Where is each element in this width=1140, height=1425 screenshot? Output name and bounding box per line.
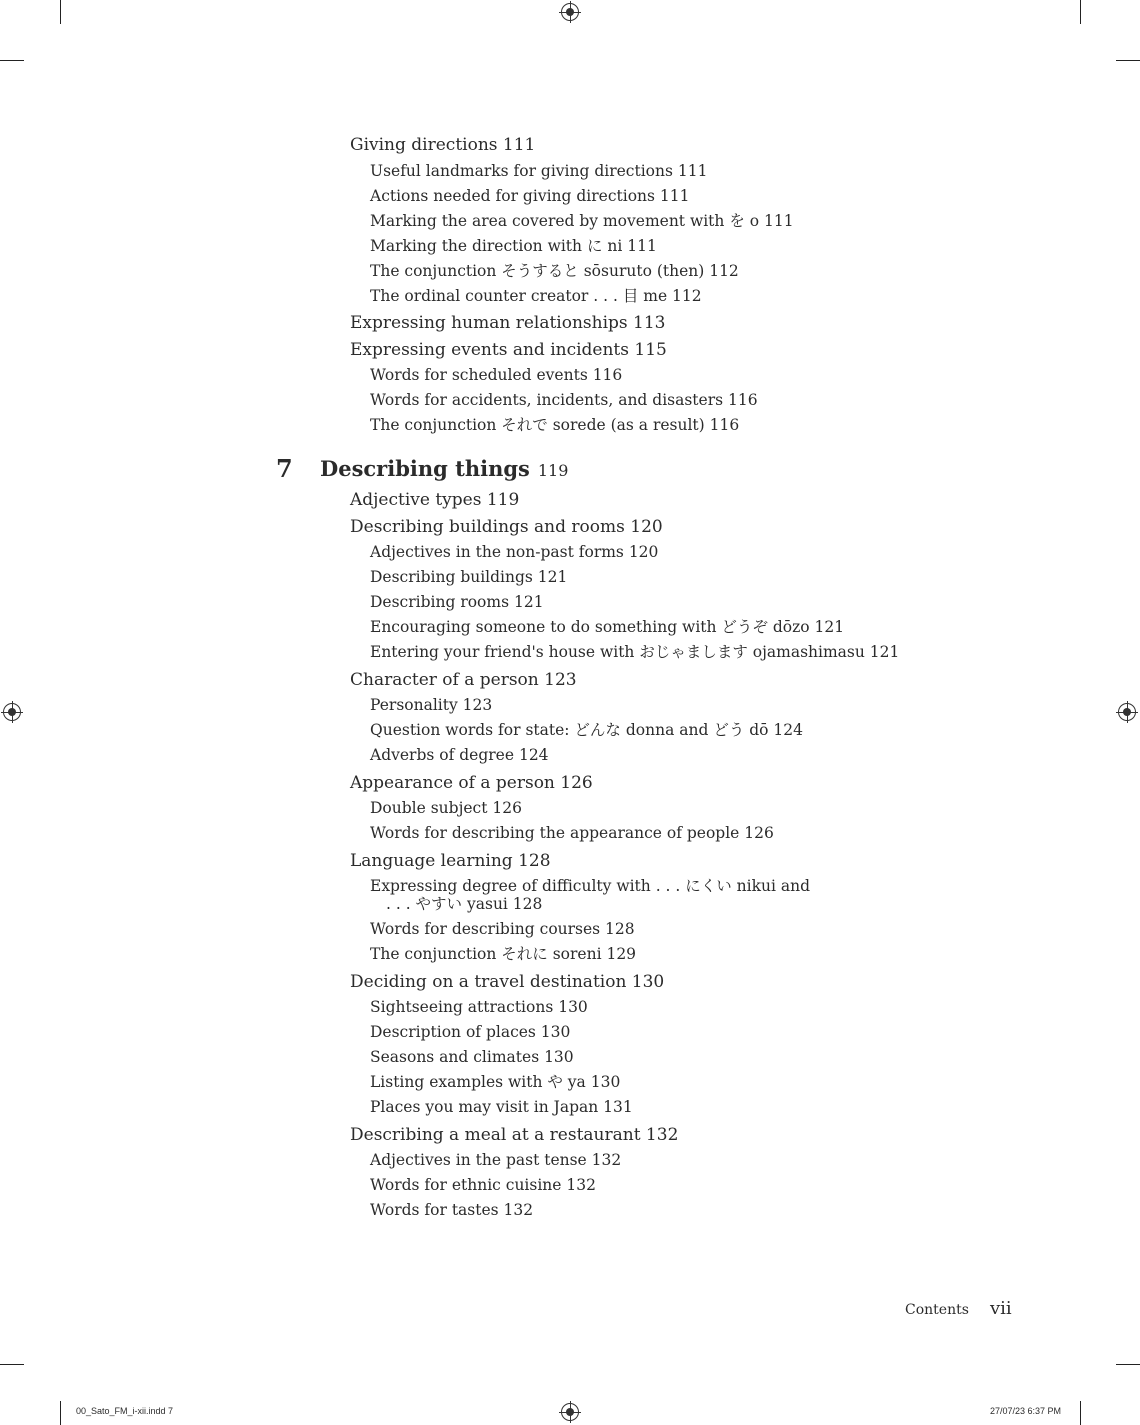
- toc-subsection-entry: . . . やすい yasui 128: [386, 895, 543, 913]
- toc-subsection-entry: Words for describing the appearance of people 126: [370, 824, 774, 842]
- toc-section-entry: Deciding on a travel destination 130: [350, 971, 665, 992]
- toc-subsection-entry: Useful landmarks for giving directions 111: [370, 161, 708, 180]
- crop-mark: [0, 1364, 24, 1365]
- toc-subsection-entry: Listing examples with や ya 130: [370, 1073, 621, 1091]
- registration-mark-icon: [561, 3, 579, 21]
- toc-subsection-entry: Sightseeing attractions 130: [370, 998, 588, 1016]
- toc-section-entry: Character of a person 123: [350, 669, 577, 690]
- crop-mark: [60, 1401, 61, 1425]
- toc-subsection-entry: Words for tastes 132: [370, 1201, 534, 1219]
- toc-subsection-entry: Words for scheduled events 116: [370, 366, 623, 384]
- chapter-title: Describing things: [320, 456, 530, 481]
- slug-filename: 00_Sato_FM_i-xii.indd 7: [76, 1406, 174, 1416]
- toc-subsection-entry: Describing rooms 121: [370, 593, 544, 611]
- folio-page-number: vii: [990, 1298, 1012, 1319]
- toc-subsection-entry: Entering your friend's house with おじゃまします ojamashimasu 121: [370, 643, 900, 661]
- toc-subsection-entry: Words for accidents, incidents, and disasters 116: [370, 391, 758, 409]
- crop-mark: [1080, 1401, 1081, 1425]
- toc-section-entry: Describing a meal at a restaurant 132: [350, 1124, 679, 1145]
- toc-section-entry: Expressing events and incidents 115: [350, 339, 667, 360]
- toc-subsection-entry: Describing buildings 121: [370, 568, 568, 586]
- crop-mark: [60, 0, 61, 24]
- toc-section-entry: Adjective types 119: [350, 490, 520, 510]
- slug-datetime: 27/07/23 6:37 PM: [990, 1406, 1062, 1416]
- toc-subsection-entry: Seasons and climates 130: [370, 1048, 574, 1066]
- toc-subsection-entry: Words for ethnic cuisine 132: [370, 1176, 596, 1194]
- chapter-heading: [320, 456, 568, 481]
- toc-subsection-entry: Encouraging someone to do something with どうぞ dōzo 121: [370, 618, 845, 636]
- toc-section-entry: Giving directions 111: [350, 135, 536, 155]
- registration-mark-icon: [3, 703, 21, 721]
- toc-subsection-entry: Actions needed for giving directions 111: [370, 186, 690, 205]
- chapter-page: 119: [537, 461, 569, 480]
- toc-section-entry: Appearance of a person 126: [350, 772, 593, 793]
- crop-mark: [0, 60, 24, 61]
- toc-subsection-entry: Marking the direction with に ni 111: [370, 236, 657, 255]
- toc-subsection-entry: Double subject 126: [370, 799, 522, 817]
- toc-subsection-entry: Expressing degree of difficulty with . . . にくい nikui and: [370, 877, 811, 895]
- toc-subsection-entry: Personality 123: [370, 696, 493, 714]
- crop-mark: [1080, 0, 1081, 24]
- toc-subsection-entry: Words for describing courses 128: [370, 920, 635, 938]
- registration-mark-icon: [561, 1403, 579, 1421]
- toc-subsection-entry: The conjunction そうすると sōsuruto (then) 112: [370, 261, 739, 280]
- toc-subsection-entry: Marking the area covered by movement with を o 111: [370, 211, 794, 230]
- crop-mark: [1116, 1364, 1140, 1365]
- chapter-number: 7: [276, 454, 293, 483]
- toc-subsection-entry: Adjectives in the non-past forms 120: [370, 543, 659, 561]
- toc-section-entry: Expressing human relationships 113: [350, 313, 666, 333]
- running-footer-label: Contents: [905, 1302, 969, 1318]
- toc-subsection-entry: Question words for state: どんな donna and どう dō 124: [370, 721, 804, 739]
- toc-section-entry: Describing buildings and rooms 120: [350, 516, 663, 537]
- toc-subsection-entry: Adjectives in the past tense 132: [370, 1151, 622, 1169]
- toc-subsection-entry: Description of places 130: [370, 1023, 571, 1041]
- toc-subsection-entry: The conjunction それで sorede (as a result) 116: [370, 416, 740, 434]
- toc-subsection-entry: Adverbs of degree 124: [370, 746, 549, 764]
- crop-mark: [1116, 60, 1140, 61]
- toc-subsection-entry: The ordinal counter creator . . . 目 me 112: [370, 286, 702, 305]
- toc-subsection-entry: Places you may visit in Japan 131: [370, 1098, 633, 1116]
- toc-subsection-entry: The conjunction それに soreni 129: [370, 945, 637, 963]
- toc-section-entry: Language learning 128: [350, 850, 551, 871]
- registration-mark-icon: [1118, 703, 1136, 721]
